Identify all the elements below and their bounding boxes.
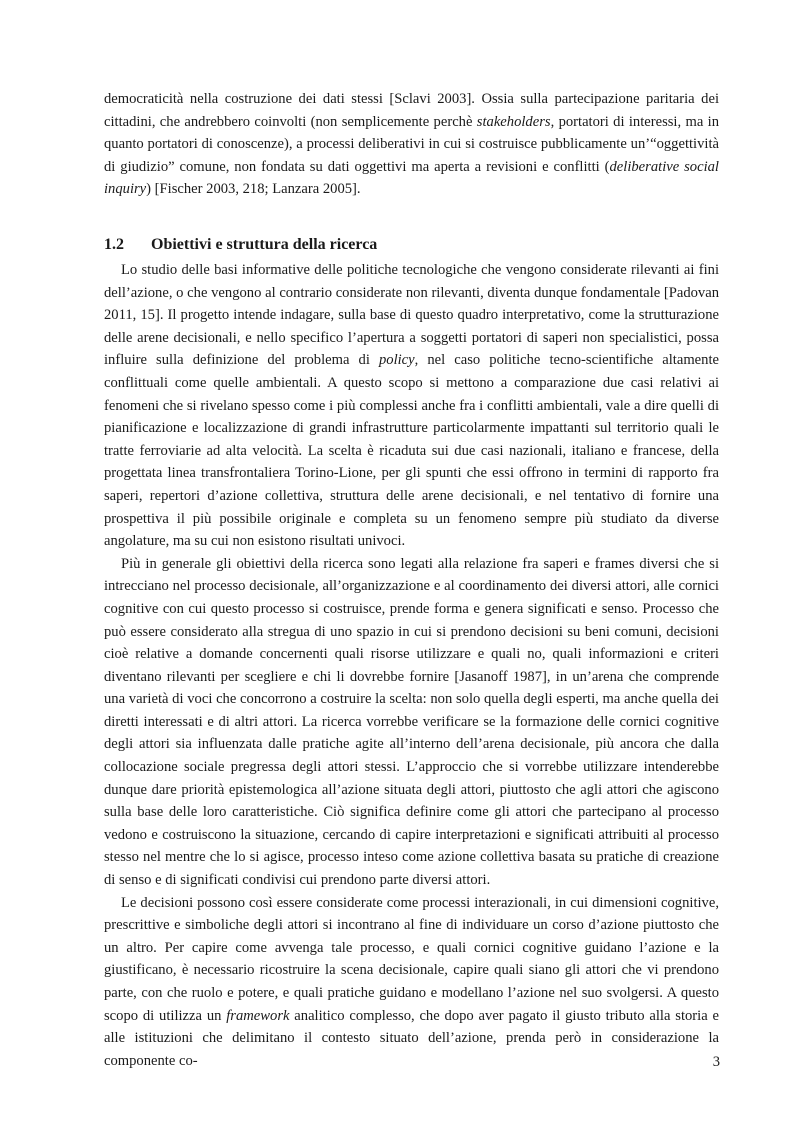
paragraph-3-emphasis: framework	[226, 1007, 290, 1024]
intro-text-1: democraticità nella costruzione dei dati stessi [Sclavi 2003]. Ossia sulla partecipazione paritaria dei cittadini, che andrebbero coinvolti (non semplicemente perchè	[104, 91, 719, 130]
paragraph-3-text-1: Le decisioni possono così essere considerate come processi interazionali, in cui dimensioni cognitive, prescrittive e simboliche degli attori si incontrano al fine di individuare un corso d’azione piuttosto che un altro. Per capire come avvenga tale processo, e quali cornici cognitive guidano l’azione e la giustificano, è necessario ricostruire la scena decisionale, capire quali siano gli attori che vi prendono parte, con che ruolo e potere, e quali pratiche guidano e modellano l’azione nel suo svolgersi. A questo scopo di utilizza un	[104, 894, 719, 1024]
paragraph-3-text-2: analitico complesso, che dopo aver pagato il giusto tributo alla storia e alle istituzioni che delimitano il contesto situato dell’azione, prenda però in considerazione la componente co-	[104, 1007, 719, 1069]
section-title: Obiettivi e struttura della ricerca	[151, 236, 378, 253]
section-heading	[104, 234, 719, 256]
intro-emphasis-2: deliberative social inquiry	[104, 158, 719, 198]
section-body	[104, 259, 719, 1072]
intro-text-3: ) [Fischer 2003, 218; Lanzara 2005].	[146, 181, 361, 198]
intro-paragraph	[104, 88, 719, 201]
page-number: 3	[712, 1054, 720, 1070]
paragraph-3	[104, 892, 719, 1073]
paragraph-1	[104, 259, 719, 553]
intro-emphasis-1: stakeholders	[476, 113, 551, 130]
paragraph-1-text-1: Lo studio delle basi informative delle politiche tecnologiche che vengono considerate rilevanti ai fini dell’azione, o che vengono al contrario considerate non rilevanti, diventa dunque fondamentale [Padovan 2011, 15]. Il progetto intende indagare, sulla base di questo quadro interpretativo, come la strutturazione delle arene decisionali, e nello specifico l’apertura a soggetti portatori di saperi non specialistici, possa influire sulla definizione del problema di	[104, 262, 719, 369]
section-number: 1.2	[104, 236, 124, 253]
paragraph-2: Più in generale gli obiettivi della ricerca sono legati alla relazione fra saperi e frames diversi che si intrecciano nel processo decisionale, all’organizzazione e al coordinamento dei diversi attori, alle cornici cognitive con cui questo processo si costruisce, prende forma e genera significati e senso. Processo che può essere considerato alla stregua di uno spazio in cui si prendono decisioni su beni comuni, decisioni cioè relative a domande concernenti quali risorse utilizzare e quali no, quali informazioni e criteri diventano rilevanti per scegliere e chi li dovrebbe fornire [Jasanoff 1987], in un’arena che comprende una varietà di voci che concorrono a costruire la scelta: non solo quella degli esperti, ma anche quella dei diretti interessati e di altri attori. La ricerca vorrebbe verificare se la formazione delle cornici cognitive degli attori sia influenzata dalle pratiche agite all’interno dell’arena decisionale, più ancora che dalla collocazione sociale pregressa degli attori stessi. L’approccio che si vorrebbe utilizzare intenderebbe dunque dare priorità epistemologica all’azione situata degli attori, piuttosto che agli attori che agiscono sulla base delle loro caratteristiche. Ciò significa definire come gli attori che partecipano al processo vedono e costruiscono la situazione, cercando di capire interpretazioni e significati attribuiti al processo stesso nel mentre che lo si agisce, processo inteso come azione collettiva basata su pratiche di creazione di senso e di significati condivisi cui prendono parte diversi attori.	[104, 555, 719, 889]
paragraph-1-emphasis: policy	[378, 352, 415, 369]
intro-paragraph-block	[104, 88, 719, 201]
paragraph-1-text-2: , nel caso politiche tecno-scientifiche altamente conflittuali come quelle ambientali. A questo scopo si mettono a comparazione due casi relativi ai fenomeni che si rivelano spesso come i più complessi anche fra i conflitti ambientali, vale a dire quelli di pianificazione e localizzazione di grandi infrastrutture particolarmente impattanti sul territorio quali le tratte ferroviarie ad alta velocità. La scelta è ricaduta sui due casi nazionali, italiano e francese, della progettata linea transfrontaliera Torino-Lione, per gli spunti che essi offrono in termini di rapporto fra saperi, repertori d’azione collettiva, struttura delle arene decisionali, e nel tentativo di fornire una prospettiva il più possibile originale e completa su un fenomeno sempre più studiato da diverse angolature, ma su cui non esistono risultati univoci.	[104, 352, 719, 550]
intro-text-2: , portatori di interessi, ma in quanto portatori di conoscenze), a processi deliberativi in cui si costruisce pubblicamente un’“oggettività di giudizio” comune, non fondata su dati oggettivi ma aperta a revisioni e conflitti (	[104, 113, 719, 175]
